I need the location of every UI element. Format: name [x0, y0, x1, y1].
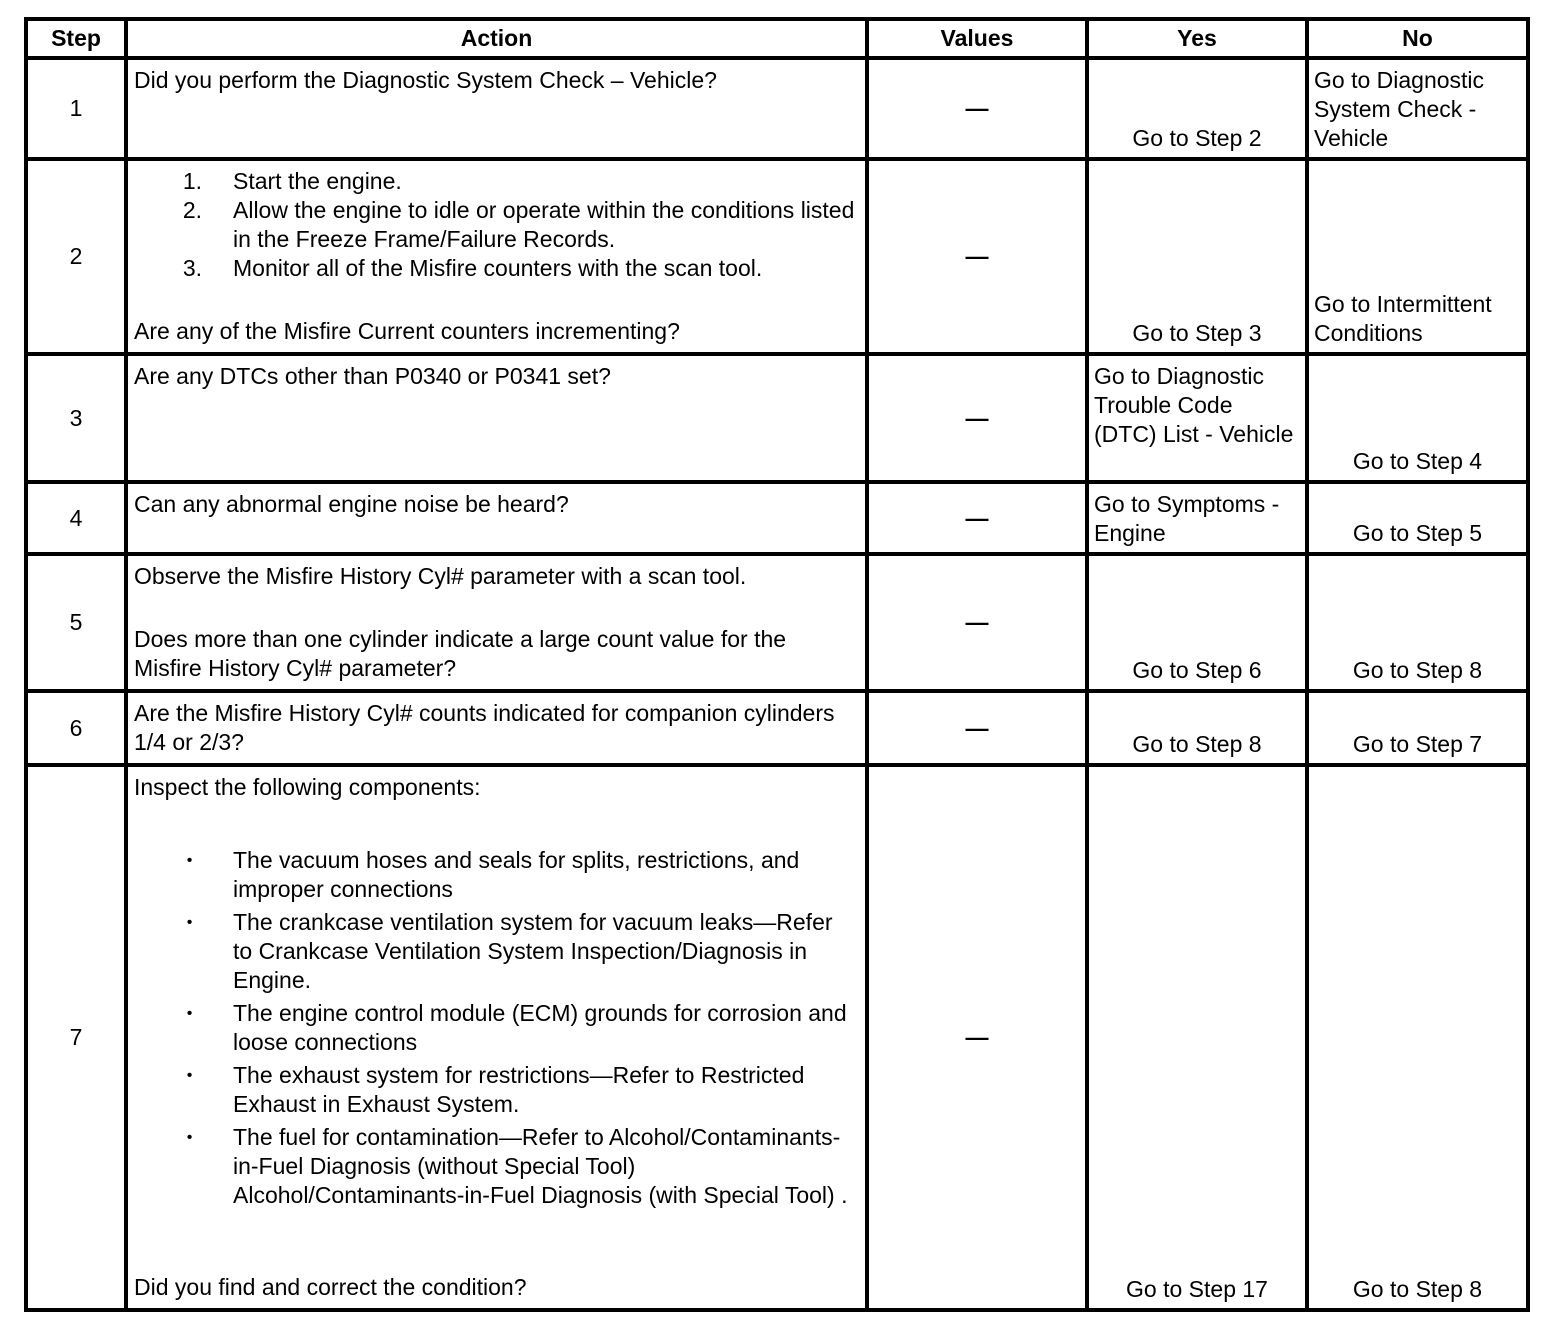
- numbered-list: [134, 167, 857, 283]
- list-number: 2.: [182, 197, 202, 223]
- list-text: The fuel for contamination—Refer to Alcohol/Contaminants-in-Fuel Diagnosis (without Special Tool) Alcohol/Contaminants-in-Fuel Diagnosis (with Special Tool) .: [233, 1124, 848, 1208]
- header-values: Values: [867, 19, 1087, 58]
- no-text: Go to Step 4: [1352, 448, 1483, 474]
- step-number: 7: [26, 765, 126, 1310]
- yes-text: Go to Step 6: [1132, 657, 1262, 683]
- no-cell: [1307, 765, 1528, 1310]
- list-text: The vacuum hoses and seals for splits, restrictions, and improper connections: [233, 847, 800, 902]
- header-row: [26, 19, 1528, 58]
- no-cell: [1307, 354, 1528, 482]
- step-number: 4: [26, 482, 126, 554]
- list-text: Start the engine.: [233, 168, 402, 194]
- table-row: [26, 354, 1528, 482]
- list-item: [134, 908, 857, 995]
- bullet-icon: •: [186, 914, 193, 931]
- no-cell: [1307, 691, 1528, 765]
- values-cell: —: [867, 765, 1087, 1310]
- list-item: [134, 999, 857, 1057]
- header-no: No: [1307, 19, 1528, 58]
- values-cell: —: [867, 58, 1087, 159]
- question-text: Are the Misfire History Cyl# counts indicated for companion cylinders 1/4 or 2/3?: [134, 700, 835, 755]
- yes-cell: [1087, 58, 1307, 159]
- list-item: [134, 1061, 857, 1119]
- yes-cell: [1087, 482, 1307, 554]
- no-text: Go to Diagnostic System Check - Vehicle: [1314, 67, 1485, 151]
- list-number: 3.: [182, 255, 202, 281]
- yes-text: Go to Symptoms - Engine: [1094, 491, 1280, 546]
- no-cell: [1307, 554, 1528, 691]
- bullet-icon: •: [186, 1067, 193, 1084]
- list-text: The exhaust system for restrictions—Refer to Restricted Exhaust in Exhaust System.: [233, 1062, 805, 1117]
- step-number: 1: [26, 58, 126, 159]
- values-cell: —: [867, 482, 1087, 554]
- yes-text: Go to Step 3: [1132, 320, 1262, 346]
- table-row: [26, 58, 1528, 159]
- list-text: The engine control module (ECM) grounds for corrosion and loose connections: [233, 1000, 847, 1055]
- table-row: [26, 482, 1528, 554]
- component-list: [134, 846, 857, 1214]
- question-text: Are any DTCs other than P0340 or P0341 set?: [134, 363, 611, 389]
- yes-text: Go to Step 17: [1126, 1276, 1268, 1302]
- values-cell: —: [867, 159, 1087, 354]
- bullet-icon: •: [186, 1005, 193, 1022]
- values-cell: —: [867, 554, 1087, 691]
- action-cell: [126, 554, 867, 691]
- no-text: Go to Step 8: [1352, 1276, 1483, 1302]
- list-number: 1.: [182, 168, 202, 194]
- question-text: Does more than one cylinder indicate a large count value for the Misfire History Cyl# parameter?: [134, 626, 787, 681]
- yes-text: Go to Step 2: [1132, 125, 1262, 151]
- step-number: 3: [26, 354, 126, 482]
- question-text: Did you find and correct the condition?: [134, 1274, 527, 1300]
- no-text: Go to Step 7: [1352, 731, 1483, 757]
- bullet-icon: •: [186, 1129, 193, 1146]
- step-number: 5: [26, 554, 126, 691]
- yes-cell: [1087, 159, 1307, 354]
- table-row: [26, 765, 1528, 1310]
- table-row: [26, 691, 1528, 765]
- yes-cell: [1087, 691, 1307, 765]
- intro-text: Inspect the following components:: [134, 774, 481, 800]
- no-text: Go to Step 5: [1352, 520, 1483, 546]
- step-number: 6: [26, 691, 126, 765]
- list-item: [134, 254, 857, 283]
- yes-cell: [1087, 765, 1307, 1310]
- list-text: Allow the engine to idle or operate within the conditions listed in the Freeze Frame/Failure Records.: [233, 197, 855, 252]
- yes-cell: [1087, 554, 1307, 691]
- question-text: Did you perform the Diagnostic System Check – Vehicle?: [134, 67, 717, 93]
- values-cell: —: [867, 691, 1087, 765]
- action-cell: [126, 691, 867, 765]
- yes-cell: [1087, 354, 1307, 482]
- no-cell: [1307, 482, 1528, 554]
- action-cell: [126, 482, 867, 554]
- action-cell: [126, 58, 867, 159]
- step-number: 2: [26, 159, 126, 354]
- no-text: Go to Intermittent Conditions: [1314, 291, 1492, 346]
- yes-text: Go to Diagnostic Trouble Code (DTC) List - Vehicle: [1094, 363, 1294, 447]
- yes-text: Go to Step 8: [1132, 731, 1262, 757]
- list-text: Monitor all of the Misfire counters with the scan tool.: [233, 255, 763, 281]
- header-step: Step: [26, 19, 126, 58]
- list-item: [134, 1123, 857, 1210]
- table-row: [26, 554, 1528, 691]
- action-cell: [126, 159, 867, 354]
- no-cell: [1307, 159, 1528, 354]
- no-text: Go to Step 8: [1352, 657, 1483, 683]
- action-cell: [126, 354, 867, 482]
- question-text: Can any abnormal engine noise be heard?: [134, 491, 569, 517]
- values-cell: —: [867, 354, 1087, 482]
- list-item: [134, 846, 857, 904]
- list-text: The crankcase ventilation system for vacuum leaks—Refer to Crankcase Ventilation System Inspection/Diagnosis in Engine.: [233, 909, 833, 993]
- list-item: [134, 196, 857, 254]
- question-text: Are any of the Misfire Current counters incrementing?: [134, 318, 680, 344]
- action-cell: [126, 765, 867, 1310]
- diagnostic-table: [24, 17, 1530, 1312]
- table-row: [26, 159, 1528, 354]
- bullet-icon: •: [186, 852, 193, 869]
- intro-text: Observe the Misfire History Cyl# parameter with a scan tool.: [134, 563, 747, 589]
- list-item: [134, 167, 857, 196]
- header-yes: Yes: [1087, 19, 1307, 58]
- no-cell: [1307, 58, 1528, 159]
- header-action: Action: [126, 19, 867, 58]
